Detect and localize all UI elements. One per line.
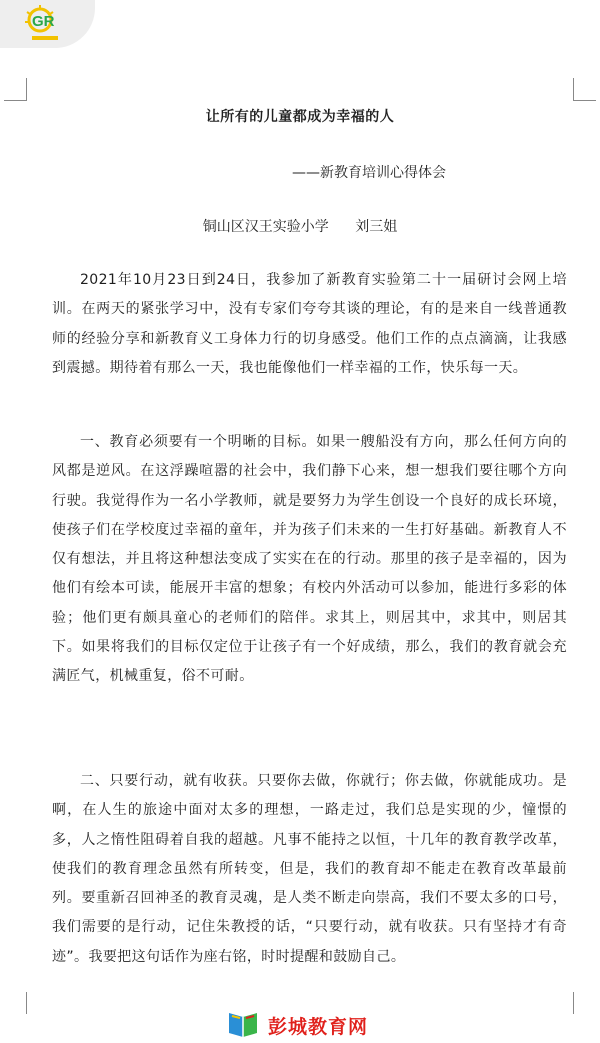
page-corner-mark [4,992,27,1014]
page-corner-mark [4,78,27,101]
site-logo [0,0,95,48]
author-line [0,216,600,236]
paragraph: 2021年10月23日到24日，我参加了新教育实验第二十一届研讨会网上培训。在两天的紧张学习中，没有专家们夸夸其谈的理论，有的是来自一线普通教师的经验分享和新教育义工身体力行的切身感受。他们工作的点点滴滴，让我感到震撼。期待着有那么一天，我也能像他们一样幸福的工作，快乐每一天。 [52,272,567,376]
watermark-text: 彭城教育网 [268,1015,369,1038]
logo-icon [22,4,72,44]
paragraph: 一、教育必须要有一个明晰的目标。如果一艘船没有方向，那么任何方向的风都是逆风。在这浮躁喧嚣的社会中，我们静下心来，想一想我们要往哪个方向行驶。我觉得作为一名小学教师，就是要努力为学生创设一个良好的成长环境，使孩子们在学校度过幸福的童年，并为孩子们未来的一生打好基础。新教育人不仅有想法，并且将这种想法变成了实实在在的行动。那里的孩子是幸福的，因为他们有绘本可读，能展开丰富的想象；有校内外活动可以参加，能进行多彩的体验；他们更有颇具童心的老师们的陪伴。求其上，则居其中，求其中，则居其下。如果将我们的目标仅定位于让孩子有一个好成绩，那么，我们的教育就会充满匠气，机械重复，俗不可耐。 [52,434,567,685]
page-corner-mark [573,992,596,1014]
author-name: 刘三姐 [355,219,398,235]
document-subtitle: ——新教育培训心得体会 [292,165,446,181]
book-icon [226,1011,260,1039]
watermark [226,1010,368,1040]
school-name: 铜山区汉王实验小学 [202,219,329,235]
document-title: 让所有的儿童都成为幸福的人 [205,109,395,125]
logo-text: GR [32,13,55,30]
page-corner-mark [573,78,596,101]
paragraph: 二、只要行动，就有收获。只要你去做，你就行；你去做，你就能成功。是啊，在人生的旅途中面对太多的理想，一路走过，我们总是实现的少，憧憬的多，人之惰性阻碍着自我的超越。凡事不能持之以恒，十几年的教育教学改革，使我们的教育理念虽然有所转变，但是，我们的教育却不能走在教育改革最前列。要重新召回神圣的教育灵魂，是人类不断走向崇高，我们不要太多的口号，我们需要的是行动，记住朱教授的话，“只要行动，就有收获。只有坚持才有奇迹”。我要把这句话作为座右铭，时时提醒和鼓励自己。 [52,773,567,965]
